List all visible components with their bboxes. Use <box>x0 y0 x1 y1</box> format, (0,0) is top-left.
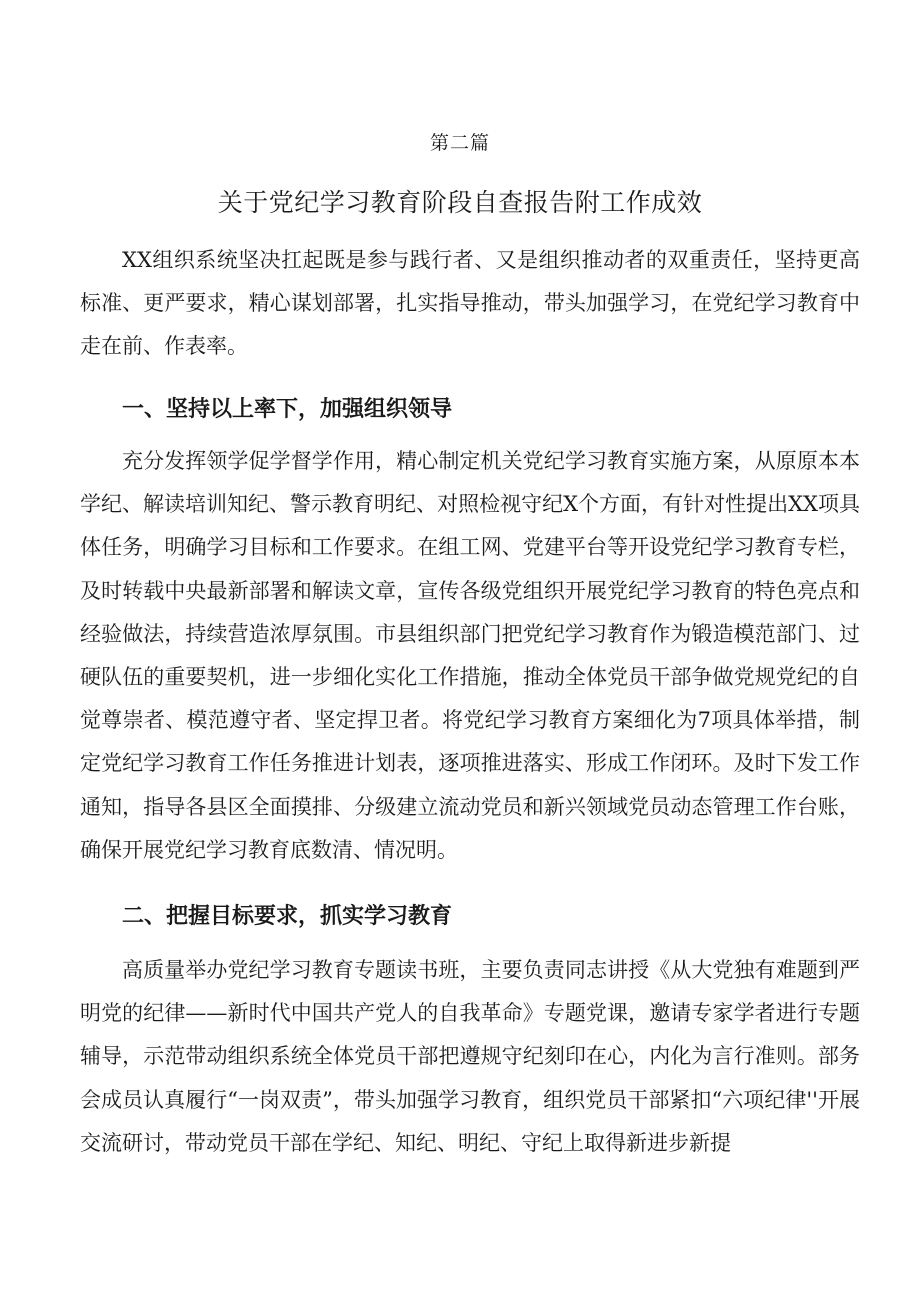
section-body-2: 高质量举办党纪学习教育专题读书班，主要负责同志讲授《从大党独有难题到严明党的纪律——新时代中国共产党人的自我革命》专题党课，邀请专家学者进行专题辅导，示范带动组织系统全体党员干部把遵规守纪刻印在心，内化为言行准则。部务会成员认真履行“一岗双责”，带头加强学习教育，组织党员干部紧扣“六项纪律''开展交流研讨，带动党员干部在学纪、知纪、明纪、守纪上取得新进步新提 <box>80 958 860 1155</box>
document-title: 关于党纪学习教育阶段自查报告附工作成效 <box>217 188 703 217</box>
intro-paragraph: XX组织系统坚决扛起既是参与践行者、又是组织推动者的双重责任，坚持更高标准、更严要求，精心谋划部署，扎实指导推动，带头加强学习，在党纪学习教育中走在前、作表率。 <box>80 248 860 359</box>
section-body-1: 充分发挥领学促学督学作用，精心制定机关党纪学习教育实施方案，从原原本本学纪、解读培训知纪、警示教育明纪、对照检视守纪X个方面，有针对性提出XX项具体任务，明确学习目标和工作要求。在组工网、党建平台等开设党纪学习教育专栏，及时转载中央最新部署和解读文章，宣传各级党组织开展党纪学习教育的特色亮点和经验做法，持续营造浓厚氛围。市县组织部门把党纪学习教育作为锻造模范部门、过硬队伍的重要契机，进一步细化实化工作措施，推动全体党员干部争做党规党纪的自觉尊崇者、模范遵守者、坚定捍卫者。将党纪学习教育方案细化为7项具体举措，制定党纪学习教育工作任务推进计划表，逐项推进落实、形成工作闭环。及时下发工作通知，指导各县区全面摸排、分级建立流动党员和新兴领域党员动态管理工作台账，确保开展党纪学习教育底数清、情况明。 <box>80 449 860 862</box>
section-heading-2: 二、把握目标要求，抓实学习教育 <box>122 904 453 929</box>
chapter-label: 第二篇 <box>429 132 490 154</box>
section-heading-1: 一、坚持以上率下，加强组织领导 <box>122 397 453 422</box>
